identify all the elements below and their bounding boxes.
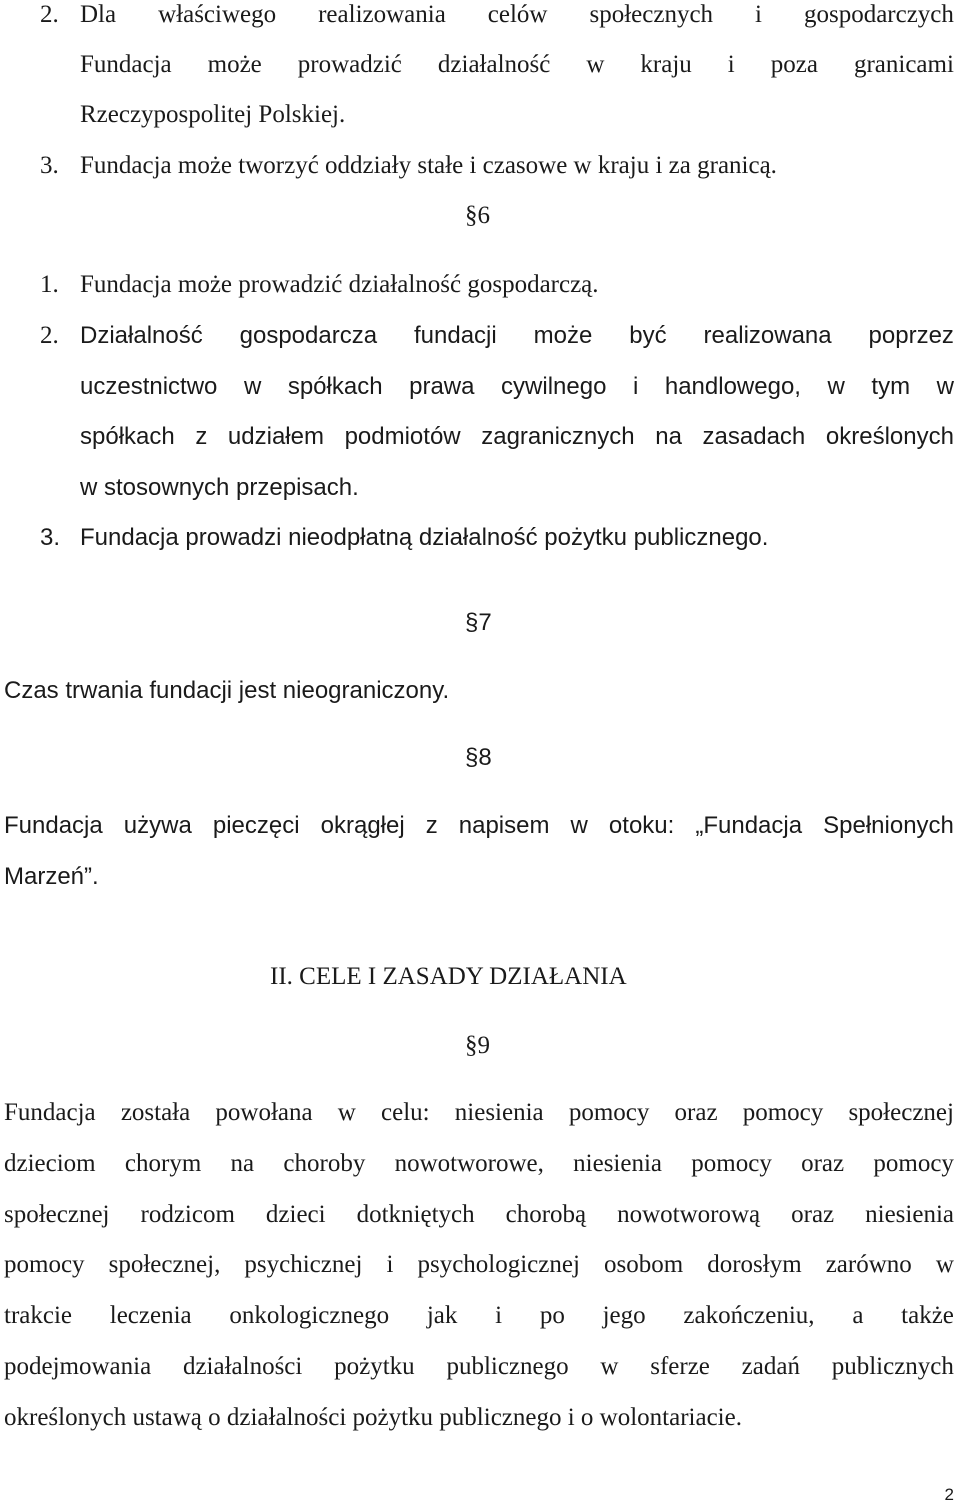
word: trakcie <box>4 1302 73 1329</box>
paragraph-line <box>80 321 954 351</box>
item-number: 3. <box>40 524 61 551</box>
word: dzieci <box>265 1201 326 1228</box>
word: po <box>539 1302 565 1329</box>
paragraph-line <box>4 1250 954 1280</box>
paragraph-line: Fundacja może tworzyć oddziały stałe i czasowe w kraju i za granicą. <box>80 152 777 179</box>
word: oraz <box>791 1201 835 1228</box>
section-heading: §8 <box>465 744 492 771</box>
word: prowadzić <box>297 51 402 78</box>
word: Dla <box>80 1 117 28</box>
word: i <box>727 51 735 78</box>
word: społecznej <box>848 1099 954 1126</box>
word: działalności <box>182 1353 303 1380</box>
word: leczenia <box>109 1302 192 1329</box>
word: a <box>852 1302 864 1329</box>
word: osobom <box>603 1251 684 1278</box>
word: oraz <box>801 1150 845 1177</box>
word: poza <box>770 51 818 78</box>
word: nowotworowe, <box>394 1150 544 1177</box>
paragraph-line: Fundacja prowadzi nieodpłatną działalność pożytku publicznego. <box>80 524 769 551</box>
word: realizowana <box>703 322 832 349</box>
word: może <box>533 322 593 349</box>
paragraph-line <box>80 422 954 452</box>
word: zasadach <box>702 423 806 450</box>
paragraph-line: Marzeń”. <box>4 863 99 890</box>
word: dotkniętych <box>356 1201 475 1228</box>
paragraph-line <box>4 811 954 841</box>
word: onkologicznego <box>229 1302 390 1329</box>
word: rodzicom <box>140 1201 235 1228</box>
word: i <box>632 373 639 400</box>
word: pomocy <box>873 1150 954 1177</box>
item-number: 2. <box>40 322 59 349</box>
paragraph-line <box>4 1098 954 1128</box>
item-number: 1. <box>40 271 59 298</box>
word: cywilnego <box>501 373 607 400</box>
word: w <box>827 373 845 400</box>
word: z <box>195 423 208 450</box>
item-number: 2. <box>40 1 59 28</box>
paragraph-line: Rzeczypospolitej Polskiej. <box>80 101 346 128</box>
word: niesienia <box>573 1150 663 1177</box>
word: chorobą <box>505 1201 587 1228</box>
word: i <box>755 1 762 28</box>
word: poprzez <box>868 322 954 349</box>
word: uczestnictwo <box>80 373 218 400</box>
word: udziałem <box>227 423 324 450</box>
paragraph-line <box>80 50 954 80</box>
word: napisem <box>458 812 550 839</box>
word: została <box>120 1099 191 1126</box>
word: chorym <box>124 1150 202 1177</box>
word: nowotworową <box>617 1201 761 1228</box>
paragraph-line <box>80 0 954 30</box>
word: zadań <box>741 1353 800 1380</box>
word: celów <box>487 1 548 28</box>
word: i <box>386 1251 394 1278</box>
word: społecznych <box>589 1 714 28</box>
paragraph-line <box>4 1301 954 1331</box>
word: sferze <box>650 1353 710 1380</box>
word: pomocy <box>742 1099 824 1126</box>
word: spółkach <box>80 423 175 450</box>
word: w <box>936 373 954 400</box>
word: prawa <box>409 373 475 400</box>
word: handlowego, <box>664 373 801 400</box>
word: dorosłym <box>707 1251 802 1278</box>
word: określonych <box>825 423 954 450</box>
word: może <box>207 51 262 78</box>
word: oraz <box>674 1099 718 1126</box>
word: pieczęci <box>212 812 300 839</box>
paragraph-line: w stosownych przepisach. <box>80 474 359 501</box>
word: jego <box>602 1302 646 1329</box>
word: Fundacja <box>4 812 103 839</box>
word: jak <box>426 1302 458 1329</box>
chapter-title: II. CELE I ZASADY DZIAŁANIA <box>270 963 627 990</box>
section-heading: §7 <box>465 609 492 636</box>
word: pomocy <box>568 1099 650 1126</box>
word: z <box>425 812 438 839</box>
word: kraju <box>640 51 692 78</box>
word: podmiotów <box>344 423 461 450</box>
word: w <box>586 51 605 78</box>
word: używa <box>123 812 192 839</box>
word: okrągłej <box>320 812 405 839</box>
word: w <box>600 1353 619 1380</box>
word: zakończeniu, <box>683 1302 815 1329</box>
word: powołana <box>215 1099 313 1126</box>
word: realizowania <box>318 1 446 28</box>
word: gospodarcza <box>239 322 378 349</box>
word: psychicznej <box>244 1251 363 1278</box>
word: publicznych <box>831 1353 954 1380</box>
paragraph-line: Czas trwania fundacji jest nieograniczony. <box>4 677 450 704</box>
page-number: 2 <box>944 1485 954 1504</box>
word: tym <box>871 373 911 400</box>
word: celu: <box>381 1099 430 1126</box>
word: także <box>901 1302 954 1329</box>
word: pomocy <box>4 1251 85 1278</box>
word: podejmowania <box>4 1353 152 1380</box>
word: na <box>230 1150 255 1177</box>
word: w <box>935 1251 954 1278</box>
word: być <box>629 322 667 349</box>
word: właściwego <box>158 1 277 28</box>
word: Fundacja <box>4 1099 96 1126</box>
word: działalność <box>437 51 551 78</box>
word: pomocy <box>691 1150 772 1177</box>
word: spółkach <box>287 373 383 400</box>
word: publicznego <box>446 1353 569 1380</box>
word: w <box>570 812 588 839</box>
word: społecznej, <box>108 1251 221 1278</box>
word: zarówno <box>825 1251 912 1278</box>
paragraph-line: określonych ustawą o działalności pożytku publicznego i o wolontariacie. <box>4 1404 742 1431</box>
word: w <box>337 1099 356 1126</box>
word: granicami <box>853 51 954 78</box>
word: i <box>495 1302 503 1329</box>
section-heading: §9 <box>465 1032 490 1059</box>
word: dzieciom <box>4 1150 96 1177</box>
paragraph-line: Fundacja może prowadzić działalność gospodarczą. <box>80 271 599 298</box>
word: Fundacja <box>80 51 172 78</box>
paragraph-line <box>4 1200 954 1230</box>
section-heading: §6 <box>465 202 490 229</box>
word: na <box>655 423 682 450</box>
item-number: 3. <box>40 152 59 179</box>
word: choroby <box>283 1150 366 1177</box>
word: otoku: <box>608 812 675 839</box>
paragraph-line <box>80 372 954 402</box>
word: niesienia <box>454 1099 544 1126</box>
word: w <box>243 373 262 400</box>
word: gospodarczych <box>803 1 954 28</box>
word: Spełnionych <box>823 812 954 839</box>
word: niesienia <box>865 1201 954 1228</box>
word: Działalność <box>80 322 203 349</box>
word: społecznej <box>4 1201 110 1228</box>
word: psychologicznej <box>417 1251 580 1278</box>
word: „Fundacja <box>695 812 803 839</box>
paragraph-line <box>4 1149 954 1179</box>
word: fundacji <box>414 322 497 349</box>
word: zagranicznych <box>481 423 635 450</box>
paragraph-line <box>4 1352 954 1382</box>
word: pożytku <box>334 1353 415 1380</box>
